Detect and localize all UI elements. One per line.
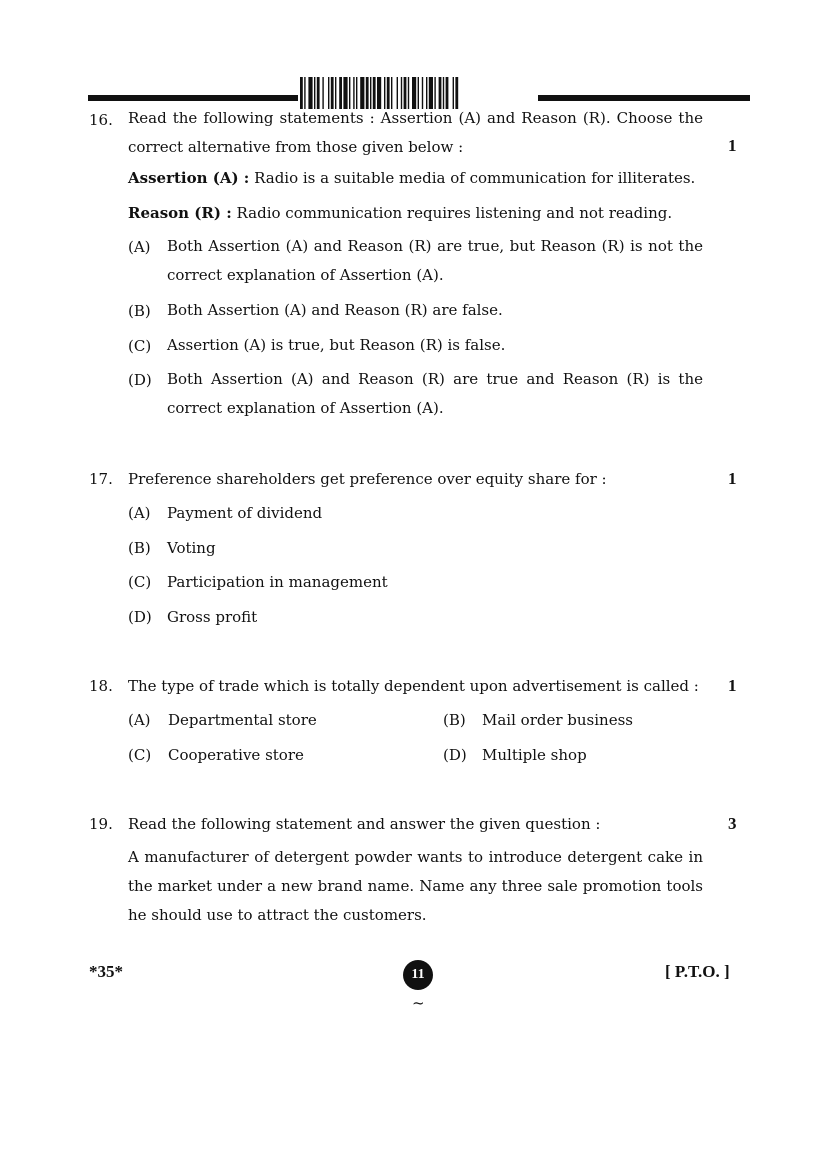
- question-number: 17.: [89, 470, 113, 488]
- question-text: The type of trade which is totally dependent upon advertisement is called :: [128, 677, 699, 695]
- option-letter: (D): [443, 746, 467, 764]
- question-text: Preference shareholders get preference over equity share for :: [128, 470, 607, 488]
- question-text: Read the following statement and answer the given question :: [128, 815, 601, 833]
- header-rule-right: [538, 95, 750, 101]
- option-letter: (A): [128, 238, 151, 256]
- option-text: Assertion (A) is true, but Reason (R) is false.: [167, 336, 506, 354]
- question-marks: 3: [728, 814, 737, 833]
- option-text: Voting: [167, 539, 216, 557]
- option-text: Participation in management: [167, 573, 388, 591]
- option-letter: (A): [128, 711, 151, 729]
- option-text: Both Assertion (A) and Reason (R) are true, but Reason (R) is not the correct explanation of Assertion (A).: [167, 237, 703, 284]
- reason-text: Radio communication requires listening and not reading.: [236, 204, 673, 222]
- tilde-mark: ~: [412, 994, 425, 1012]
- reason-label: Reason (R) :: [128, 204, 232, 222]
- option-letter: (C): [128, 337, 152, 355]
- assertion-statement: [128, 169, 695, 187]
- header-rule-left: [88, 95, 298, 101]
- option-text: Cooperative store: [168, 746, 304, 764]
- option-text: Departmental store: [168, 711, 317, 729]
- assertion-label: Assertion (A) :: [128, 169, 250, 187]
- paper-code: *35*: [89, 962, 123, 981]
- option-letter: (B): [128, 539, 151, 557]
- question-marks: 1: [728, 676, 737, 695]
- option-letter: (B): [128, 302, 151, 320]
- option-text: Both Assertion (A) and Reason (R) are true and Reason (R) is the correct explanation of Assertion (A).: [167, 370, 703, 417]
- question-marks: 1: [728, 469, 737, 488]
- option-text: Mail order business: [482, 711, 633, 729]
- question-marks: 1: [728, 136, 737, 155]
- option-letter: (C): [128, 746, 152, 764]
- page-number: 11: [403, 960, 433, 990]
- question-number: 18.: [89, 677, 113, 695]
- question-body: A manufacturer of detergent powder wants to introduce detergent cake in the market under a new brand name. Name any three sale promotion tools he should use to attract the customers.: [128, 848, 703, 924]
- option-text: Multiple shop: [482, 746, 587, 764]
- option-letter: (D): [128, 608, 152, 626]
- assertion-text: Radio is a suitable media of communication for illiterates.: [254, 169, 696, 187]
- option-letter: (C): [128, 573, 152, 591]
- reason-statement: [128, 204, 672, 222]
- option-letter: (B): [443, 711, 466, 729]
- pto-label: [ P.T.O. ]: [665, 962, 730, 981]
- option-text: Gross profit: [167, 608, 258, 626]
- question-number: 16.: [89, 111, 113, 129]
- option-text: Both Assertion (A) and Reason (R) are false.: [167, 301, 503, 319]
- question-number: 19.: [89, 815, 113, 833]
- option-text: Payment of dividend: [167, 504, 323, 522]
- option-letter: (A): [128, 504, 151, 522]
- question-text: Read the following statements : Assertion (A) and Reason (R). Choose the correct alternative from those given below :: [128, 109, 703, 156]
- option-letter: (D): [128, 371, 152, 389]
